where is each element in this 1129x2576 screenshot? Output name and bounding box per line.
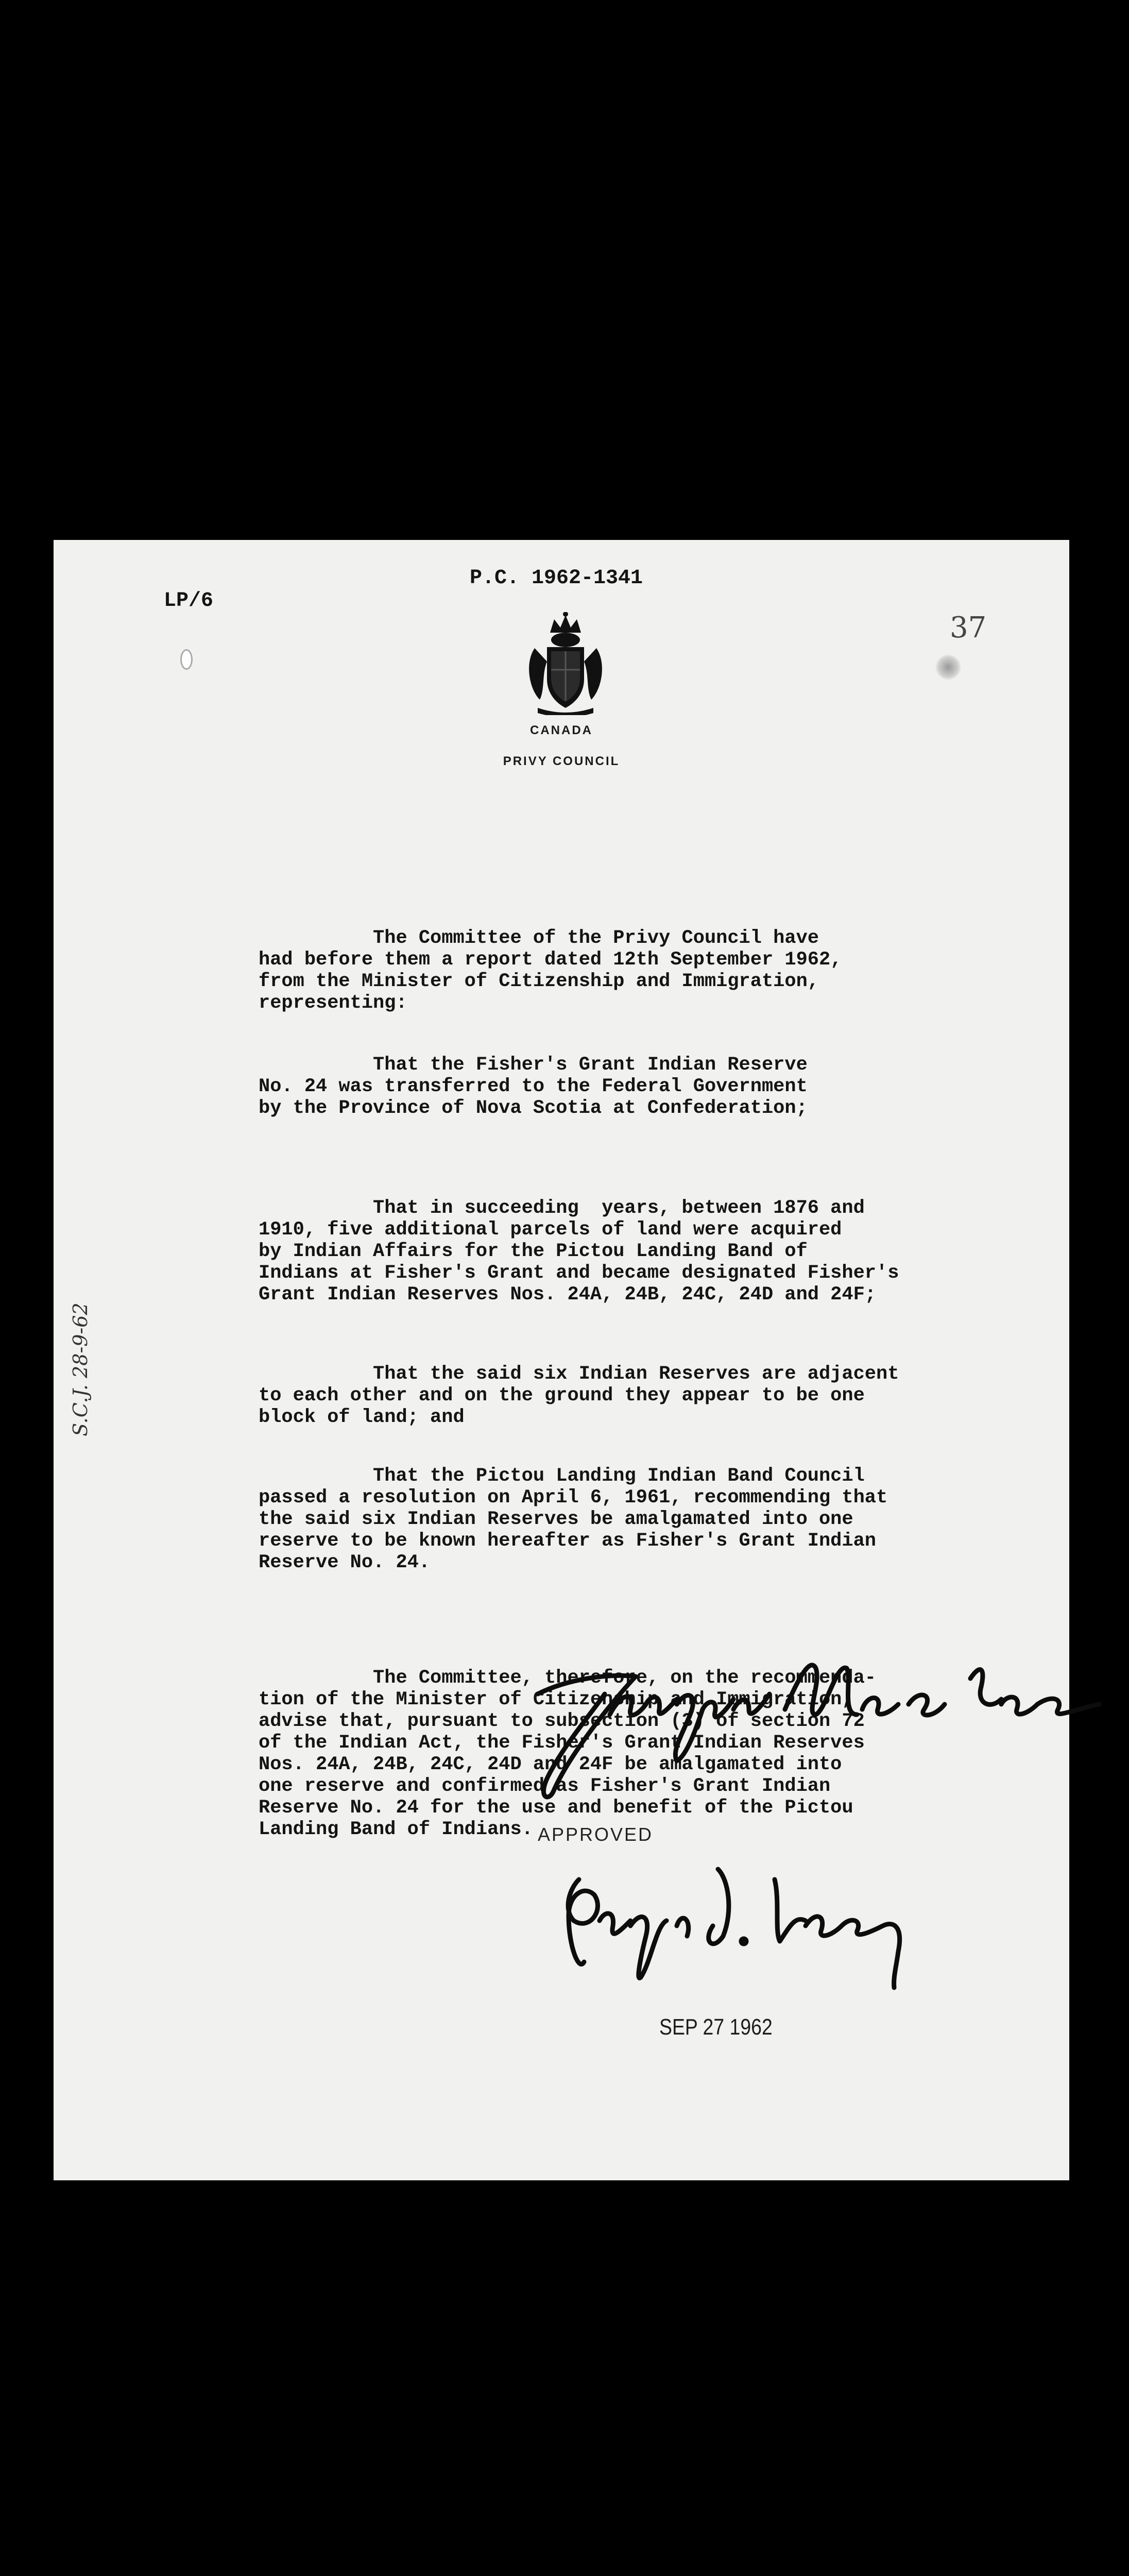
- punch-hole: [180, 649, 193, 670]
- country-label: CANADA: [530, 723, 593, 737]
- file-code: LP/6: [164, 589, 214, 613]
- governor-general-signature: [548, 1849, 919, 2003]
- minister-signature: [507, 1632, 1104, 1807]
- paragraph-adjacent: That the said six Indian Reserves are adjacent to each other and on the ground they appear to be one block of land; and: [259, 1363, 899, 1428]
- approved-label: APPROVED: [538, 1824, 654, 1845]
- paragraph-resolution: That the Pictou Landing Indian Band Council passed a resolution on April 6, 1961, recommending that the said six Indian Reserves be amalgamated into one reserve to be known hereafter as Fisher's Grant Indian Reserve No. 24.: [259, 1465, 888, 1573]
- document-page: [54, 540, 1069, 2180]
- paragraph-transfer: That the Fisher's Grant Indian Reserve No. 24 was transferred to the Federal Government by the Province of Nova Scotia at Confederation;: [259, 1054, 808, 1119]
- paragraph-intro: The Committee of the Privy Council have had before them a report dated 12th September 1962, from the Minister of Citizenship and Immigration, representing:: [259, 927, 842, 1014]
- office-label: PRIVY COUNCIL: [503, 754, 620, 768]
- ink-smudge: [935, 654, 961, 680]
- margin-note: S.C.J. 28-9-62: [69, 1302, 92, 1436]
- paragraph-recommendation: The Committee, therefore, on the recommenda- tion of the Minister of Citizenship and Immigration, advise that, pursuant to subsection (3) of section 72 of the Indian Act, the Fisher's Grant Indian Reserves Nos. 24A, 24B, 24C, 24D and 24F be amalgamated into one reserve and confirmed as Fisher's Grant Indian Reserve No. 24 for the use and benefit of the Pictou Landing Band of Indians.: [259, 1667, 876, 1840]
- date-stamp: SEP 27 1962: [659, 2014, 773, 2040]
- paragraph-parcels: That in succeeding years, between 1876 and 1910, five additional parcels of land were acquired by Indian Affairs for the Pictou Landing Band of Indians at Fisher's Grant and became designated Fisher's Grant Indian Reserves Nos. 24A, 24B, 24C, 24D and 24F;: [259, 1197, 899, 1306]
- page-number: 37: [950, 611, 987, 645]
- order-number: P.C. 1962-1341: [470, 567, 643, 590]
- coat-of-arms-icon: [524, 612, 607, 715]
